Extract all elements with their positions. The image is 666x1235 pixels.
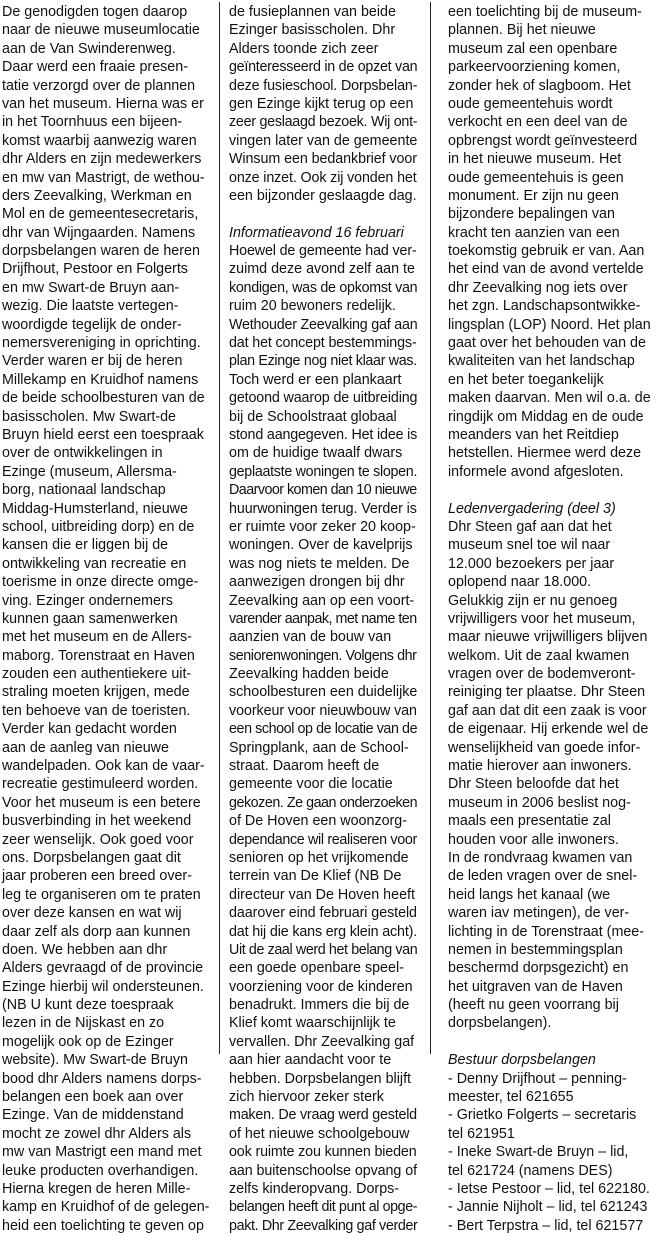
- text-line: ontwikkeling van recreatie en: [2, 555, 187, 572]
- text-line: een bijzonder geslaagde dag.: [229, 187, 417, 204]
- text-line: welkom. Uit de zaal kwamen: [448, 647, 630, 664]
- text-line: directeur van De Hoven heeft: [229, 886, 415, 903]
- text-line: daarover eind februari gesteld: [229, 905, 417, 922]
- text-line: bood dhr Alders namens dorps-: [2, 1070, 202, 1087]
- text-line: woningen. Over de kavelprijs: [229, 537, 413, 554]
- text-line: dorpsbelangen).: [448, 1015, 552, 1032]
- text-line: het eind van de avond vertelde: [448, 261, 644, 278]
- text-line: busverbinding in het weekend: [2, 813, 192, 830]
- text-line: museum snel toe wil naar: [448, 537, 611, 554]
- text-line: daar zelf als dorp aan kunnen: [2, 923, 191, 940]
- text-line: lichting in de Torenstraat (mee-: [448, 923, 645, 940]
- text-line: ons. Dorpsbelangen gaat dit: [2, 849, 181, 866]
- text-line: informele avond afgesloten.: [448, 463, 624, 480]
- text-line: houden voor alle inwoners.: [448, 831, 619, 848]
- text-line: wezig. Die laatste vertegen-: [2, 298, 179, 315]
- text-line: geplaatste woningen te slopen.: [229, 463, 418, 480]
- text-line: kamp en Kruidhof of de gelegen-: [2, 1199, 210, 1216]
- text-line: heid langs het kanaal (we: [448, 886, 611, 903]
- text-line: parkeervoorziening komen,: [448, 59, 621, 76]
- text-line: jaar proberen een breed over-: [2, 868, 192, 885]
- text-line: dhr van Wijngaarden. Namens: [2, 224, 196, 241]
- text-line: en mw Swart-de Bruyn aan-: [2, 279, 180, 296]
- text-line: wenselijkheid van goede infor-: [448, 739, 641, 756]
- text-line: Zeevalking aan op een voort-: [229, 592, 415, 609]
- column-middle: [229, 3, 417, 1235]
- text-line: dorpsbelangen waren de heren: [2, 243, 200, 260]
- text-line: dat hij die kans erg klein acht).: [229, 923, 418, 940]
- text-line: aan buitenschoolse opvang of: [229, 1162, 417, 1179]
- text-line: van het museum. Hierna was er: [2, 95, 204, 112]
- text-line: woordigde tegelijk de onder-: [2, 316, 182, 333]
- text-line: - Bert Terpstra – lid, tel 621577: [448, 1217, 644, 1234]
- text-line: De genodigden togen daarop: [2, 4, 188, 20]
- text-line: bijzondere bepalingen van: [448, 206, 615, 223]
- text-line: In de rondvraag kwamen van: [448, 849, 633, 866]
- text-line: voorkeur voor nieuwbouw van: [229, 702, 417, 719]
- text-line: kunnen gaan samenwerken: [2, 610, 178, 627]
- text-line: nemen in bestemmingsplan: [448, 941, 623, 958]
- text-line: met het museum en de Allers-: [2, 629, 192, 646]
- text-line: maals een presentatie zal: [448, 813, 611, 830]
- text-line: mogelijk ook op de Ezinger: [2, 1033, 174, 1050]
- section-heading: Ledenvergadering (deel 3): [448, 500, 616, 517]
- text-line: meanders van het Reitdiep: [448, 426, 619, 443]
- text-line: Dhr Steen gaf aan dat het: [448, 518, 612, 535]
- text-line: zelfs kinderopvang. Dorps-: [229, 1181, 400, 1197]
- text-line: waren iav metingen), de ver-: [448, 905, 630, 922]
- text-line: ten behoeve van de toeristen.: [2, 702, 191, 719]
- text-line: oplopend naar 18.000.: [448, 574, 592, 591]
- text-line: kansen die er liggen bij de: [2, 537, 169, 554]
- text-line: Toch werd er een plankaart: [229, 371, 402, 388]
- text-line: Ezinger basisscholen. Dhr: [229, 22, 396, 39]
- text-line: schoolbesturen een duidelijke: [229, 684, 418, 701]
- text-line: om de huidige twaalf dwars: [229, 445, 403, 462]
- text-line: huurwoningen terug. Verder is: [229, 500, 417, 517]
- text-line: het zgn. Landschapsontwikke-: [448, 298, 641, 315]
- text-line: in het nieuwe museum. Het: [448, 151, 622, 168]
- text-line: - Ietse Pestoor – lid, tel 622180.: [448, 1181, 650, 1197]
- text-line: zeer wenselijk. Ook goed voor: [2, 831, 194, 848]
- column-right: [448, 3, 662, 1235]
- text-line: aanwezigen drongen bij dhr: [229, 574, 405, 591]
- text-line: Wethouder Zeevalking gaf aan: [229, 316, 418, 333]
- text-line: ringdijk om Middag en de oude: [448, 408, 644, 425]
- text-line: vragen over de bodemveront-: [448, 666, 636, 683]
- text-line: gekozen. Ze gaan onderzoeken: [229, 794, 418, 811]
- text-line: Klief komt waarschijnlijk te: [229, 1015, 396, 1032]
- text-line: basisscholen. Mw Swart-de: [2, 408, 177, 425]
- text-line: deze fusieschool. Dorpsbelan-: [229, 77, 418, 94]
- text-line: onze inzet. Ook zij vonden het: [229, 169, 417, 186]
- text-line: zouden een authentiekere uit-: [2, 666, 192, 683]
- text-line: plan Ezinge nog niet klaar was.: [229, 353, 417, 370]
- text-line: maar nieuwe vrijwilligers blijven: [448, 629, 648, 646]
- text-line: Bruyn hield eerst een toespraak: [2, 426, 204, 443]
- text-line: benadrukt. Immers die bij de: [229, 997, 410, 1014]
- text-line: maken daarvan. Men wil o.a. de: [448, 390, 651, 407]
- text-line: mocht ze zowel dhr Alders als: [2, 1125, 192, 1142]
- text-line: kondigen, was de opkomst van: [229, 279, 418, 296]
- text-line: 12.000 bezoekers per jaar: [448, 555, 615, 572]
- text-line: Hierna kregen de heren Mille-: [2, 1181, 191, 1197]
- text-line: er ruimte voor zeker 20 koop-: [229, 518, 416, 535]
- text-line: maborg. Torenstraat en Haven: [2, 647, 195, 664]
- text-line: varender aanpak, met name ten: [229, 610, 417, 627]
- text-line: maken. De vraag werd gesteld: [229, 1107, 417, 1124]
- text-line: de beide schoolbesturen van de: [2, 390, 205, 407]
- text-line: pakt. Dhr Zeevalking gaf verder: [229, 1217, 418, 1234]
- text-line: Gelukkig zijn er nu genoeg: [448, 592, 618, 609]
- text-line: (heeft nu geen voorrang bij: [448, 997, 619, 1014]
- text-line: de leden vragen over de snel-: [448, 868, 638, 885]
- text-line: de eigenaar. Hij erkende wel de: [448, 721, 649, 738]
- text-line: (NB U kunt deze toespraak: [2, 997, 174, 1014]
- text-line: reiniging ter plaatse. Dhr Steen: [448, 684, 646, 701]
- text-line: Verder waren er bij de heren: [2, 353, 183, 370]
- text-line: geïnteresseerd in de opzet van: [229, 59, 418, 76]
- text-line: komst waarbij aanwezig waren: [2, 132, 197, 149]
- section-heading: Bestuur dorpsbelangen: [448, 1052, 596, 1069]
- text-line: ook ruimte zou kunnen bieden: [229, 1144, 417, 1161]
- text-line: Mol en de gemeentesecretaris,: [2, 206, 199, 223]
- text-line: voorziening voor de kinderen: [229, 978, 413, 995]
- text-line: Winsum een bedankbrief voor: [229, 151, 417, 168]
- text-line: zich hiervoor zeker sterk: [229, 1089, 384, 1106]
- text-line: school, uitbreiding dorp) en de: [2, 518, 195, 535]
- text-line: toerisme in onze directe omge-: [2, 574, 199, 591]
- text-line: Daar werd een fraaie presen-: [2, 59, 188, 76]
- text-line: ving. Ezinger ondernemers: [2, 592, 173, 609]
- text-line: gaat over het behouden van de: [448, 335, 646, 352]
- text-line: ders Zeevalking, Werkman en: [2, 187, 192, 204]
- text-line: hetstellen. Hiermee werd deze: [448, 445, 642, 462]
- text-line: Ezinge hierbij wil ondersteunen.: [2, 978, 204, 995]
- text-line: of De Hoven een woonzorg-: [229, 813, 408, 830]
- text-line: kwaliteiten van het landschap: [448, 353, 635, 370]
- text-line: - Ineke Swart-de Bruyn – lid,: [448, 1144, 629, 1161]
- text-line: - Grietko Folgerts – secretaris: [448, 1107, 637, 1124]
- text-line: of het nieuwe schoolgebouw: [229, 1125, 410, 1142]
- text-line: lingsplan (LOP) Noord. Het plan: [448, 316, 651, 333]
- text-line: Ezinge (museum, Allersma-: [2, 463, 177, 480]
- text-line: - Denny Drijfhout – penning-: [448, 1070, 627, 1087]
- text-line: was nog niets te melden. De: [229, 555, 410, 572]
- text-line: over deze kansen en wat wij: [2, 905, 182, 922]
- text-line: oude gemeentehuis wordt: [448, 95, 613, 112]
- text-line: plannen. Bij het nieuwe: [448, 22, 596, 39]
- text-line: oude gemeentehuis is geen: [448, 169, 624, 186]
- text-line: een toelichting bij de museum-: [448, 4, 642, 20]
- text-line: vrijwilligers voor het museum,: [448, 610, 636, 627]
- text-line: in het Toornhuus een bijeen-: [2, 114, 183, 131]
- text-line: aan de aanleg van nieuwe: [2, 739, 169, 756]
- text-line: hebben. Dorpsbelangen blijft: [229, 1070, 412, 1087]
- text-line: Verder kan gedacht worden: [2, 721, 177, 738]
- text-line: leg te organiseren om te praten: [2, 886, 201, 903]
- text-line: toekomstig gebruik er van. Aan: [448, 243, 645, 260]
- text-line: belangen een boek aan over: [2, 1089, 184, 1106]
- text-line: gaf aan dat dit een zaak is voor: [448, 702, 647, 719]
- section-heading: Informatieavond 16 februari: [229, 224, 404, 241]
- text-line: Voor het museum is een betere: [2, 794, 201, 811]
- text-line: beschermd dorpsgezicht) en: [448, 960, 629, 977]
- text-line: getoond waarop de uitbreiding: [229, 390, 418, 407]
- text-line: en het beter toegankelijk: [448, 371, 604, 388]
- text-line: mw van Mastrigt een mand met: [2, 1144, 202, 1161]
- text-line: aan de Van Swinderenweg.: [2, 40, 176, 57]
- text-line: kracht ten aanzien van een: [448, 224, 620, 241]
- paragraph-gap: [448, 1033, 662, 1051]
- text-line: website). Mw Swart-de Bruyn: [2, 1052, 188, 1069]
- text-line: het uitgraven van de Haven: [448, 978, 623, 995]
- text-line: nemersvereniging in oprichting.: [2, 335, 201, 352]
- text-line: een school op de locatie van de: [229, 721, 418, 738]
- text-line: vervallen. Dhr Zeevalking gaf: [229, 1033, 415, 1050]
- text-line: Daarvoor komen dan 10 nieuwe: [229, 482, 417, 499]
- text-line: monument. Er zijn nu geen: [448, 187, 619, 204]
- text-line: de fusieplannen van beide: [229, 4, 396, 20]
- text-line: dhr Alders en zijn medewerkers: [2, 151, 202, 168]
- text-line: zeer geslaagd bezoek. Wij ont-: [229, 114, 418, 131]
- text-line: Dhr Steen beloofde dat het: [448, 776, 619, 793]
- text-line: museum zal een openbare: [448, 40, 618, 57]
- paragraph-gap: [229, 205, 417, 223]
- text-line: Zeevalking hadden beide: [229, 666, 389, 683]
- text-line: tel 621951: [448, 1125, 515, 1142]
- text-line: belangen heeft dit punt al opge-: [229, 1199, 418, 1216]
- text-line: gemeente voor die locatie: [229, 776, 393, 793]
- text-line: zuimd deze avond zelf aan te: [229, 261, 415, 278]
- text-line: tatie verzorgd over de plannen: [2, 77, 196, 94]
- text-line: Uit de zaal werd het belang van: [229, 941, 418, 958]
- text-line: verkocht en een deel van de: [448, 114, 628, 131]
- text-line: en mw van Mastrigt, de wethou-: [2, 169, 205, 186]
- text-line: Alders toonde zich zeer: [229, 40, 379, 57]
- text-line: dependance wil realiseren voor: [229, 831, 417, 848]
- text-line: aanzien van de bouw van: [229, 629, 392, 646]
- text-line: bij de Schoolstraat globaal: [229, 408, 397, 425]
- text-line: recreatie gestimuleerd worden.: [2, 776, 199, 793]
- text-line: Alders gevraagd of de provincie: [2, 960, 204, 977]
- text-line: zonder hek of slagboom. Het: [448, 77, 631, 94]
- text-line: stond aangegeven. Het idee is: [229, 426, 418, 443]
- column-divider: [430, 2, 431, 1054]
- text-line: lezen in de Nijskast en zo: [2, 1015, 165, 1032]
- text-line: Hoewel de gemeente had ver-: [229, 243, 417, 260]
- text-line: leuke producten overhandigen.: [2, 1162, 199, 1179]
- text-line: borg, nationaal landschap: [2, 482, 166, 499]
- text-line: museum in 2006 beslist nog-: [448, 794, 631, 811]
- column-left: [2, 3, 212, 1235]
- text-line: - Jannie Nijholt – lid, tel 621243: [448, 1199, 648, 1216]
- text-line: tel 621724 (namens DES): [448, 1162, 613, 1179]
- text-line: seniorenwoningen. Volgens dhr: [229, 647, 417, 664]
- text-line: Millekamp en Kruidhof namens: [2, 371, 199, 388]
- text-line: matie hierover aan inwoners.: [448, 758, 632, 775]
- text-line: dat het concept bestemmings-: [229, 335, 417, 352]
- text-line: naar de nieuwe museumlocatie: [2, 22, 200, 39]
- text-line: Drijfhout, Pestoor en Folgerts: [2, 261, 188, 278]
- text-line: doen. We hebben aan dhr: [2, 941, 168, 958]
- text-line: ruim 20 bewoners redelijk.: [229, 298, 396, 315]
- text-line: terrein van De Klief (NB De: [229, 868, 402, 885]
- text-line: over de ontwikkelingen in: [2, 445, 163, 462]
- text-line: gen Ezinge kijkt terug op een: [229, 95, 414, 112]
- text-line: straat. Daarom heeft de: [229, 758, 380, 775]
- column-divider: [219, 2, 220, 1054]
- text-line: meester, tel 621655: [448, 1089, 574, 1106]
- text-line: heid een toelichting te geven op: [2, 1217, 204, 1234]
- text-line: wandelpaden. Ook kan de vaar-: [2, 758, 205, 775]
- text-line: een goede openbare speel-: [229, 960, 404, 977]
- text-line: aan hier aandacht voor te: [229, 1052, 392, 1069]
- text-line: Middag-Humsterland, nieuwe: [2, 500, 188, 517]
- text-line: opbrengst wordt geïnvesteerd: [448, 132, 638, 149]
- text-line: senioren op het vrijkomende: [229, 849, 409, 866]
- text-line: Springplank, aan de School-: [229, 739, 409, 756]
- text-line: Ezinge. Van de middenstand: [2, 1107, 184, 1124]
- text-line: dhr Zeevalking nog iets over: [448, 279, 628, 296]
- text-line: straling moeten krijgen, mede: [2, 684, 190, 701]
- text-line: vingen later van de gemeente: [229, 132, 418, 149]
- paragraph-gap: [448, 481, 662, 499]
